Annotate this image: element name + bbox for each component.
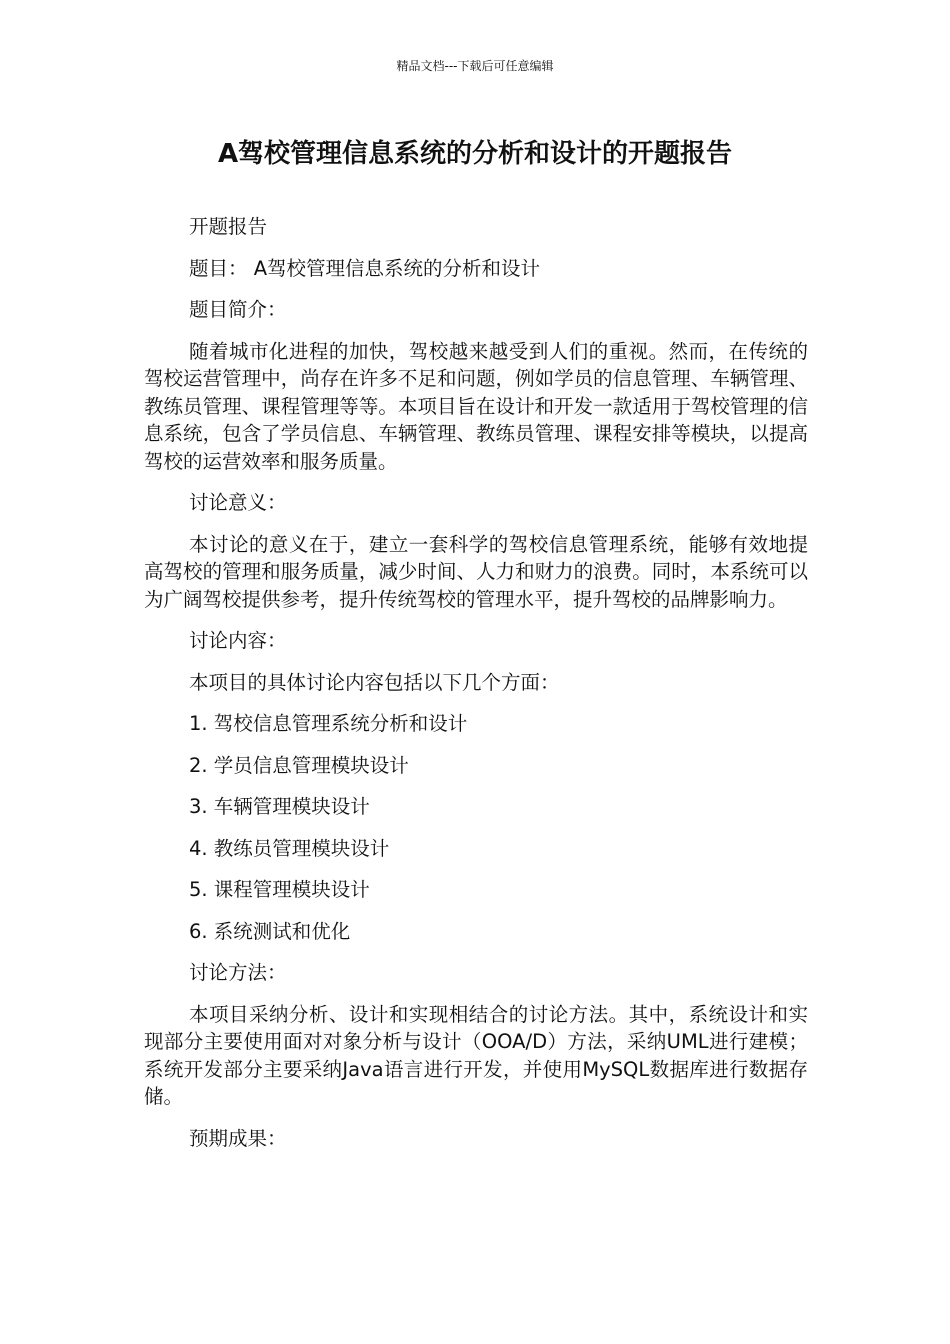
- list-item: 6. 系统测试和优化: [189, 919, 351, 943]
- document-body: [144, 213, 808, 1166]
- section-heading-content: 讨论内容：: [189, 629, 287, 652]
- list-item: 1. 驾校信息管理系统分析和设计: [189, 712, 468, 735]
- list-item: 5. 课程管理模块设计: [189, 878, 370, 901]
- intro-paragraph: 随着城市化进程的加快，驾校越来越受到人们的重视。然而，在传统的驾校运营管理中，尚存在许多不足和问题，例如学员的信息管理、车辆管理、教练员管理、课程管理等等。本项目旨在设计和开发一款适用于驾校管理的信息系统，包含了学员信息、车辆管理、教练员管理、课程安排等模块，以提高驾校的运营效率和服务质量。: [144, 339, 808, 473]
- section-heading-method: 讨论方法：: [189, 961, 287, 984]
- content-intro-line: 本项目的具体讨论内容包括以下几个方面：: [189, 670, 560, 694]
- section-heading-outcome: 预期成果：: [189, 1126, 287, 1150]
- list-item: 2. 学员信息管理模块设计: [189, 753, 409, 777]
- section-heading-significance: 讨论意义：: [189, 491, 287, 514]
- section-heading-intro: 题目简介：: [189, 298, 287, 321]
- significance-paragraph: 本讨论的意义在于，建立一套科学的驾校信息管理系统，能够有效地提高驾校的管理和服务质量，减少时间、人力和财力的浪费。同时，本系统可以为广阔驾校提供参考，提升传统驾校的管理水平，提升驾校的品牌影响力。: [144, 532, 808, 611]
- list-item: 3. 车辆管理模块设计: [189, 795, 370, 818]
- page-header: 精品文档---下载后可任意编辑: [396, 59, 554, 73]
- list-item: 4. 教练员管理模块设计: [189, 836, 390, 860]
- section-label-report: 开题报告: [189, 215, 268, 238]
- document-title: A驾校管理信息系统的分析和设计的开题报告: [217, 139, 733, 169]
- topic-line: 题目： A驾校管理信息系统的分析和设计: [189, 256, 541, 280]
- method-paragraph: 本项目采纳分析、设计和实现相结合的讨论方法。其中，系统设计和实现部分主要使用面对对象分析与设计（OOA/D）方法，采纳UML进行建模；系统开发部分主要采纳Java语言进行开发，并使用MySQL数据库进行数据存储。: [144, 1002, 808, 1108]
